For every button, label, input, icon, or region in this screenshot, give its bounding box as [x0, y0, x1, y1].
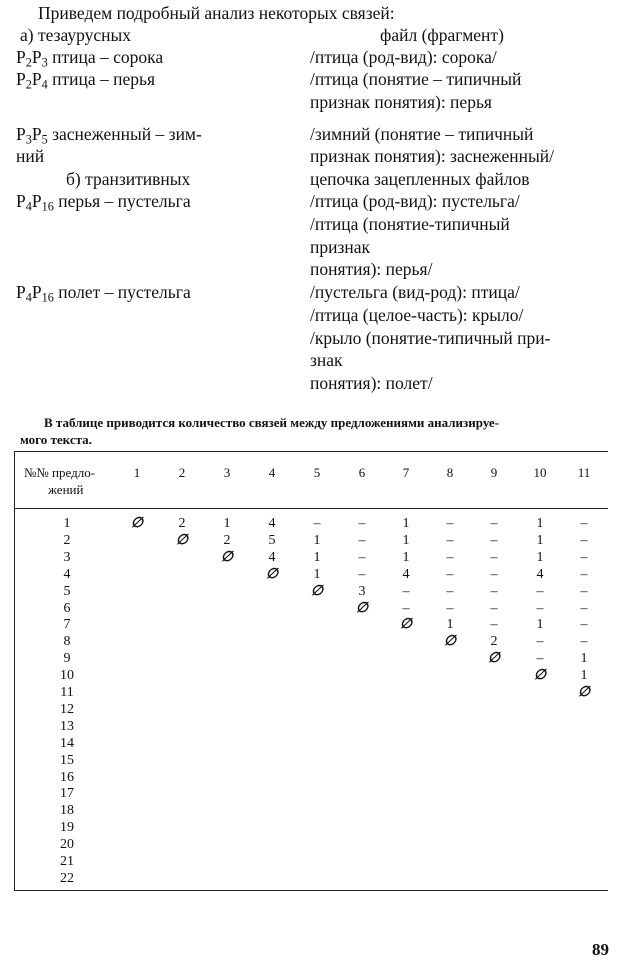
table-cell: – — [446, 516, 454, 531]
file-line: /птица (целое-часть): крыло/ — [310, 305, 524, 325]
file-line: признак понятия): перья — [310, 92, 492, 112]
section-b-label: б) транзитивных — [66, 169, 191, 189]
table-cell: – — [446, 583, 454, 599]
row-number: 6 — [63, 600, 71, 616]
table-header-rule — [14, 508, 608, 509]
table-cell: ∅ — [130, 516, 144, 531]
relation-code: $P_4P_{16}$ — [16, 191, 54, 214]
table-column-header: 1 — [133, 465, 141, 480]
row-number: 11 — [60, 685, 74, 700]
table-cell: ∅ — [265, 566, 279, 582]
table-cell: 4 — [268, 549, 276, 565]
relation-code: $P_2P_4$ — [16, 69, 48, 92]
table-cell: ∅ — [399, 617, 413, 633]
file-line: знак — [310, 350, 343, 370]
table-caption-line: В таблице приводится количество связей между предложениями анализируе- — [44, 415, 500, 430]
row-number: 19 — [60, 820, 74, 836]
row-number: 16 — [60, 769, 74, 785]
table-cell: – — [580, 600, 588, 616]
file-line: /птица (понятие – типичный — [310, 69, 522, 89]
relation-text: полет – пустельга — [58, 282, 191, 302]
table-cell: – — [580, 634, 588, 650]
table-cell: ∅ — [220, 549, 234, 565]
table-cell: 4 — [402, 566, 410, 582]
table-header-label: жений — [48, 482, 84, 497]
table-column-header: 9 — [490, 465, 498, 480]
row-number: 21 — [60, 854, 74, 869]
table-column-header: 8 — [446, 465, 454, 480]
table-column-header: 2 — [178, 465, 186, 480]
relation-code: $P_4P_{16}$ — [16, 282, 54, 305]
table-caption-line: мого текста. — [20, 432, 92, 447]
table-column-header: 11 — [577, 465, 591, 480]
table-cell: 1 — [313, 532, 321, 548]
table-cell: ∅ — [443, 634, 457, 650]
table-cell: ∅ — [175, 532, 189, 548]
row-number: 4 — [63, 566, 71, 582]
table-cell: 5 — [268, 532, 276, 548]
relation-text: заснеженный – зим- — [52, 124, 202, 144]
file-line: /птица (род-вид): пустельга/ — [310, 191, 520, 211]
table-cell: 2 — [178, 516, 186, 531]
table-cell: 1 — [536, 516, 544, 531]
relation-text: перья – пустельга — [58, 191, 191, 211]
table-cell: – — [490, 566, 498, 582]
table-column-header: 4 — [268, 465, 276, 480]
table-cell: – — [580, 617, 588, 633]
table-cell: 1 — [536, 549, 544, 565]
table-cell: – — [490, 617, 498, 633]
row-number: 8 — [63, 634, 71, 650]
row-number: 9 — [63, 651, 71, 667]
relation-code: $P_3P_5$ — [16, 124, 48, 147]
table-cell: 1 — [402, 516, 410, 531]
page-number: 89 — [592, 940, 609, 959]
file-line: /зимний (понятие – типичный — [310, 124, 534, 144]
table-column-header: 6 — [358, 465, 366, 480]
table-cell: – — [358, 549, 366, 565]
file-line: признак понятия): заснеженный/ — [310, 146, 554, 166]
table-cell: 4 — [268, 516, 276, 531]
table-left-rule — [14, 451, 15, 891]
table-cell: – — [446, 600, 454, 616]
file-line: /пустельга (вид-род): птица/ — [310, 282, 520, 302]
table-cell: – — [536, 651, 544, 667]
table-cell: 1 — [402, 549, 410, 565]
row-number: 22 — [60, 870, 74, 886]
table-cell: – — [490, 516, 498, 531]
table-cell: 2 — [490, 634, 498, 650]
table-cell: – — [358, 516, 366, 531]
relation-continuation: ний — [16, 146, 45, 166]
table-cell: ∅ — [577, 685, 591, 700]
row-number: 17 — [60, 786, 74, 802]
table-header-label: №№ предло- — [24, 465, 96, 480]
table-cell: 1 — [402, 532, 410, 548]
row-number: 20 — [60, 837, 74, 853]
table-cell: – — [580, 532, 588, 548]
table-cell: 1 — [446, 617, 454, 633]
table-cell: ∅ — [487, 651, 501, 667]
table-cell: – — [536, 634, 544, 650]
table-cell: – — [446, 549, 454, 565]
table-cell: ∅ — [310, 583, 324, 599]
table-cell: 1 — [580, 668, 588, 684]
table-cell: – — [580, 516, 588, 531]
table-column-header: 5 — [313, 465, 321, 480]
table-cell: ∅ — [355, 600, 369, 616]
file-line: цепочка зацепленных файлов — [310, 169, 530, 189]
relation-p4p16-b — [16, 284, 191, 304]
table-cell: – — [580, 583, 588, 599]
table-bottom-rule — [14, 890, 608, 891]
file-line: /птица (понятие-типичный — [310, 214, 510, 234]
row-number: 13 — [60, 718, 74, 734]
table-cell: 1 — [536, 617, 544, 633]
table-cell: – — [402, 583, 410, 599]
file-header: файл (фрагмент) — [380, 25, 504, 45]
table-column-header: 7 — [402, 465, 410, 480]
file-line: понятия): перья/ — [310, 259, 433, 279]
table-cell: – — [580, 566, 588, 582]
table-cell: – — [358, 566, 366, 582]
table-cell: – — [446, 532, 454, 548]
relation-text: птица – перья — [52, 69, 156, 89]
table-cell: – — [536, 600, 544, 616]
table-cell: 2 — [223, 532, 231, 548]
table-cell: – — [358, 532, 366, 548]
table-cell: 1 — [223, 516, 231, 531]
table-cell: 1 — [536, 532, 544, 548]
table-cell: – — [490, 549, 498, 565]
row-number: 7 — [63, 617, 71, 633]
row-number: 2 — [63, 532, 71, 548]
row-number: 3 — [63, 549, 71, 565]
table-cell: – — [490, 532, 498, 548]
table-cell: 1 — [313, 549, 321, 565]
section-a-label: а) тезаурусных — [20, 25, 132, 45]
file-line: понятия): полет/ — [310, 373, 433, 393]
row-number: 15 — [60, 752, 74, 768]
file-line: признак — [310, 237, 371, 257]
relation-p3p5 — [16, 126, 202, 146]
table-cell: – — [446, 566, 454, 582]
table-column-header: 10 — [533, 465, 547, 480]
relation-p4p16-a — [16, 193, 191, 213]
relation-text: птица – сорока — [52, 47, 164, 67]
relation-p2p4 — [16, 71, 155, 91]
row-number: 18 — [60, 803, 74, 819]
table-cell: – — [580, 549, 588, 565]
table-cell: – — [490, 600, 498, 616]
relation-code: $P_2P_3$ — [16, 47, 48, 70]
intro-text: Приведем подробный анализ некоторых связей: — [38, 3, 395, 23]
row-number: 10 — [60, 668, 74, 684]
table-cell: – — [490, 583, 498, 599]
file-line: /крыло (понятие-типичный при- — [310, 328, 551, 348]
table-cell: 1 — [313, 566, 321, 582]
row-number: 1 — [63, 516, 71, 531]
row-number: 14 — [60, 735, 74, 751]
table-cell: 1 — [580, 651, 588, 667]
file-line: /птица (род-вид): сорока/ — [310, 47, 497, 67]
table-cell: 4 — [536, 566, 544, 582]
table-cell: 3 — [358, 583, 366, 599]
row-number: 12 — [60, 701, 74, 717]
row-number: 5 — [63, 583, 71, 599]
table-cell: – — [536, 583, 544, 599]
table-cell: ∅ — [533, 668, 547, 684]
table-cell: – — [402, 600, 410, 616]
table-column-header: 3 — [223, 465, 231, 480]
table-top-rule — [14, 451, 608, 452]
table-cell: – — [313, 516, 321, 531]
relation-p2p3 — [16, 49, 163, 69]
